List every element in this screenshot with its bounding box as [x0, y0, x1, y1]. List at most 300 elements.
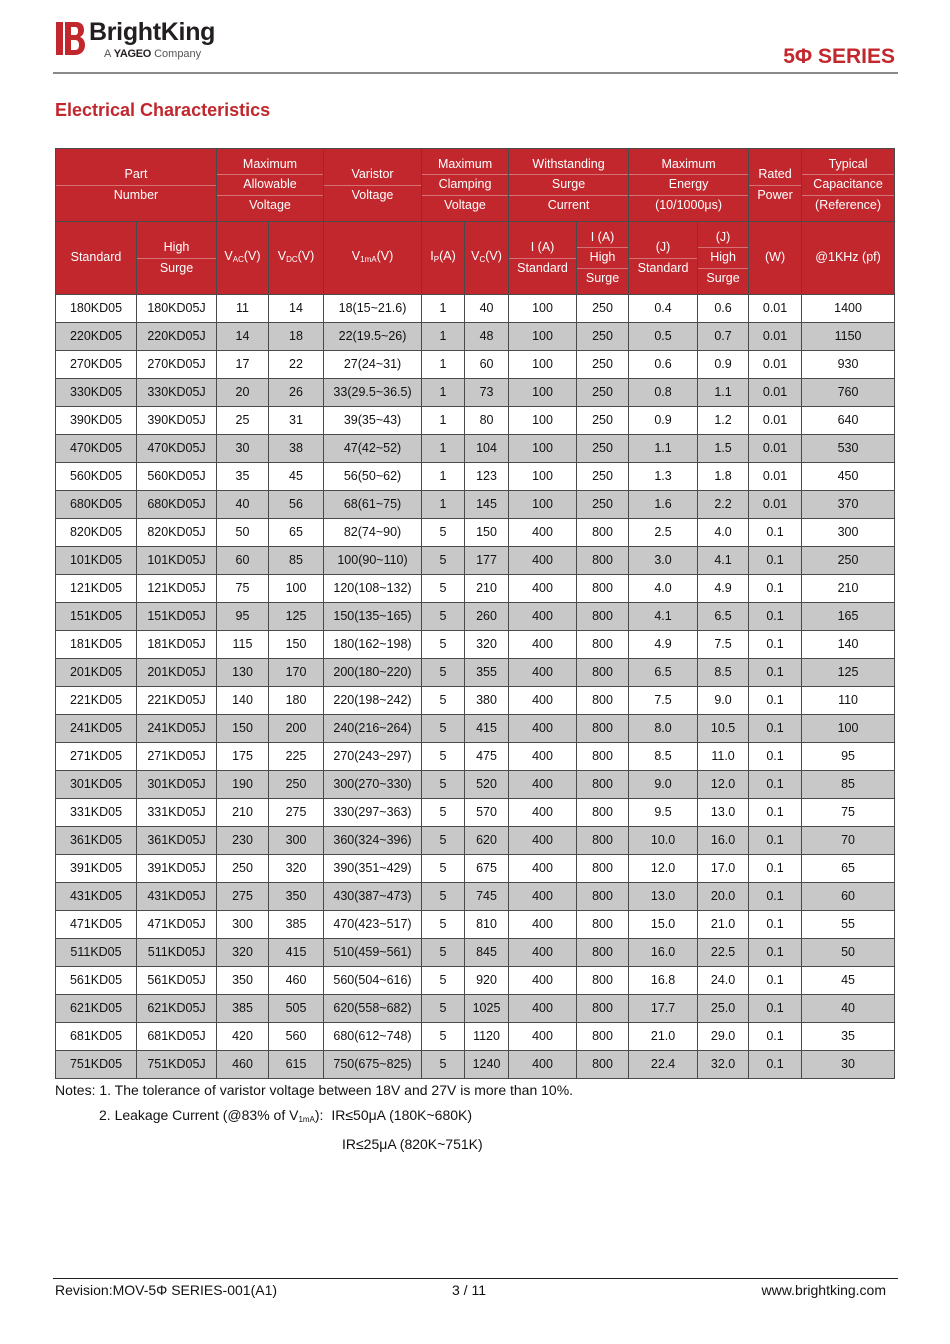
- cell-vdc: 14: [269, 295, 324, 323]
- cell-surge-current-high-surge: 800: [577, 631, 629, 659]
- cell-v1ma: 680(612~748): [324, 1023, 422, 1051]
- cell-vac: 95: [217, 603, 269, 631]
- header-text: Maximum: [661, 156, 716, 171]
- cell-capacitance: 300: [802, 519, 895, 547]
- brand-name: BrightKing: [89, 18, 216, 46]
- table-row: [56, 323, 895, 351]
- cell-vdc: 415: [269, 939, 324, 967]
- cell-energy-high-surge: 4.9: [698, 575, 749, 603]
- cell-rated-power: 0.1: [749, 687, 802, 715]
- cell-vac: 175: [217, 743, 269, 771]
- note-2-text-end: ):: [314, 1107, 324, 1123]
- cell-surge-current-high-surge: 800: [577, 687, 629, 715]
- cell-vac: 25: [217, 407, 269, 435]
- header-max-allowable-voltage: [217, 149, 324, 222]
- cell-vac: 40: [217, 491, 269, 519]
- cell-rated-power: 0.1: [749, 519, 802, 547]
- cell-ip: 1: [422, 491, 465, 519]
- cell-part-standard: 511KD05: [56, 939, 137, 967]
- header-typical-capacitance: [802, 149, 895, 222]
- note-2: [55, 1103, 573, 1132]
- cell-energy-standard: 21.0: [629, 1023, 698, 1051]
- cell-energy-high-surge: 12.0: [698, 771, 749, 799]
- cell-vdc: 22: [269, 351, 324, 379]
- cell-energy-high-surge: 9.0: [698, 687, 749, 715]
- header-divider: [53, 72, 898, 74]
- cell-part-standard: 181KD05: [56, 631, 137, 659]
- cell-surge-current-standard: 100: [509, 379, 577, 407]
- cell-energy-high-surge: 1.8: [698, 463, 749, 491]
- cell-capacitance: 110: [802, 687, 895, 715]
- cell-ip: 5: [422, 855, 465, 883]
- header-text: (J): [715, 229, 731, 244]
- cell-surge-current-high-surge: 800: [577, 1023, 629, 1051]
- cell-vdc: 275: [269, 799, 324, 827]
- cell-part-high-surge: 151KD05J: [137, 603, 217, 631]
- cell-v1ma: 100(90~110): [324, 547, 422, 575]
- cell-part-standard: 221KD05: [56, 687, 137, 715]
- header-text: I (A): [590, 229, 615, 244]
- cell-ip: 5: [422, 715, 465, 743]
- cell-energy-standard: 0.8: [629, 379, 698, 407]
- cell-capacitance: 370: [802, 491, 895, 519]
- cell-ip: 5: [422, 883, 465, 911]
- cell-vdc: 200: [269, 715, 324, 743]
- cell-vc: 177: [465, 547, 509, 575]
- cell-surge-current-standard: 400: [509, 519, 577, 547]
- cell-vdc: 350: [269, 883, 324, 911]
- cell-vc: 745: [465, 883, 509, 911]
- cell-energy-standard: 16.8: [629, 967, 698, 995]
- cell-part-high-surge: 431KD05J: [137, 883, 217, 911]
- cell-surge-current-high-surge: 800: [577, 827, 629, 855]
- cell-vc: 1025: [465, 995, 509, 1023]
- cell-vc: 920: [465, 967, 509, 995]
- header-text: (V): [376, 248, 394, 263]
- cell-energy-standard: 12.0: [629, 855, 698, 883]
- cell-v1ma: 620(558~682): [324, 995, 422, 1023]
- cell-ip: 5: [422, 659, 465, 687]
- cell-vc: 104: [465, 435, 509, 463]
- header-text: Maximum: [437, 156, 493, 171]
- cell-ip: 5: [422, 911, 465, 939]
- cell-vdc: 250: [269, 771, 324, 799]
- cell-energy-high-surge: 1.5: [698, 435, 749, 463]
- cell-surge-current-standard: 400: [509, 967, 577, 995]
- cell-vac: 130: [217, 659, 269, 687]
- cell-surge-current-high-surge: 800: [577, 519, 629, 547]
- cell-energy-high-surge: 13.0: [698, 799, 749, 827]
- cell-rated-power: 0.1: [749, 911, 802, 939]
- header-text: Surge: [137, 258, 216, 279]
- cell-energy-standard: 6.5: [629, 659, 698, 687]
- series-title: 5Φ SERIES: [783, 45, 895, 68]
- cell-part-standard: 361KD05: [56, 827, 137, 855]
- cell-capacitance: 95: [802, 743, 895, 771]
- cell-vc: 845: [465, 939, 509, 967]
- cell-vc: 520: [465, 771, 509, 799]
- cell-vdc: 505: [269, 995, 324, 1023]
- cell-v1ma: 270(243~297): [324, 743, 422, 771]
- footer-divider: [53, 1278, 898, 1279]
- header-text: Clamping: [422, 174, 508, 195]
- cell-energy-high-surge: 1.1: [698, 379, 749, 407]
- cell-rated-power: 0.1: [749, 1023, 802, 1051]
- cell-vac: 75: [217, 575, 269, 603]
- cell-capacitance: 50: [802, 939, 895, 967]
- subheader-vdc: [269, 222, 324, 295]
- cell-ip: 5: [422, 827, 465, 855]
- cell-vac: 50: [217, 519, 269, 547]
- cell-part-high-surge: 270KD05J: [137, 351, 217, 379]
- page-number: 3 / 11: [452, 1282, 486, 1298]
- cell-v1ma: 220(198~242): [324, 687, 422, 715]
- table-row: [56, 491, 895, 519]
- cell-vac: 17: [217, 351, 269, 379]
- header-text: Maximum: [242, 156, 298, 171]
- header-text: Standard: [509, 258, 576, 279]
- cell-energy-standard: 4.0: [629, 575, 698, 603]
- cell-part-high-surge: 471KD05J: [137, 911, 217, 939]
- cell-vc: 150: [465, 519, 509, 547]
- cell-part-standard: 180KD05: [56, 295, 137, 323]
- table-row: [56, 407, 895, 435]
- cell-v1ma: 39(35~43): [324, 407, 422, 435]
- cell-surge-current-standard: 400: [509, 687, 577, 715]
- table-row: [56, 659, 895, 687]
- cell-vac: 230: [217, 827, 269, 855]
- cell-v1ma: 56(50~62): [324, 463, 422, 491]
- cell-surge-current-standard: 100: [509, 435, 577, 463]
- cell-surge-current-high-surge: 800: [577, 715, 629, 743]
- cell-ip: 1: [422, 295, 465, 323]
- cell-ip: 1: [422, 351, 465, 379]
- cell-surge-current-standard: 400: [509, 715, 577, 743]
- header-subscript: P: [433, 254, 440, 264]
- cell-ip: 5: [422, 743, 465, 771]
- note-1: Notes: 1. The tolerance of varistor voltage between 18V and 27V is more than 10%.: [55, 1082, 574, 1098]
- cell-energy-high-surge: 29.0: [698, 1023, 749, 1051]
- cell-vdc: 31: [269, 407, 324, 435]
- cell-vc: 145: [465, 491, 509, 519]
- cell-ip: 5: [422, 575, 465, 603]
- header-subscript: 1mA: [360, 254, 377, 264]
- cell-vc: 40: [465, 295, 509, 323]
- brand-tagline-company: YAGEO: [113, 48, 152, 60]
- header-varistor-voltage: [324, 149, 422, 222]
- cell-capacitance: 65: [802, 855, 895, 883]
- cell-part-standard: 151KD05: [56, 603, 137, 631]
- cell-part-standard: 680KD05: [56, 491, 137, 519]
- cell-surge-current-standard: 100: [509, 351, 577, 379]
- cell-ip: 5: [422, 603, 465, 631]
- cell-rated-power: 0.01: [749, 295, 802, 323]
- cell-capacitance: 70: [802, 827, 895, 855]
- table-row: [56, 379, 895, 407]
- cell-part-high-surge: 560KD05J: [137, 463, 217, 491]
- cell-capacitance: 210: [802, 575, 895, 603]
- cell-rated-power: 0.01: [749, 463, 802, 491]
- cell-surge-current-high-surge: 800: [577, 911, 629, 939]
- table-row: [56, 547, 895, 575]
- cell-ip: 1: [422, 435, 465, 463]
- cell-v1ma: 360(324~396): [324, 827, 422, 855]
- cell-part-standard: 241KD05: [56, 715, 137, 743]
- cell-vac: 250: [217, 855, 269, 883]
- cell-capacitance: 930: [802, 351, 895, 379]
- cell-vc: 415: [465, 715, 509, 743]
- cell-part-high-surge: 221KD05J: [137, 687, 217, 715]
- cell-energy-high-surge: 0.9: [698, 351, 749, 379]
- header-subscript: DC: [286, 254, 298, 264]
- cell-part-standard: 330KD05: [56, 379, 137, 407]
- cell-capacitance: 1150: [802, 323, 895, 351]
- cell-energy-standard: 9.0: [629, 771, 698, 799]
- header-text: Capacitance: [802, 174, 894, 195]
- cell-rated-power: 0.1: [749, 855, 802, 883]
- cell-vac: 190: [217, 771, 269, 799]
- cell-capacitance: 35: [802, 1023, 895, 1051]
- subheader-power-unit: (W): [749, 222, 802, 295]
- cell-part-high-surge: 390KD05J: [137, 407, 217, 435]
- cell-energy-high-surge: 25.0: [698, 995, 749, 1023]
- cell-capacitance: 75: [802, 799, 895, 827]
- header-rated-power: [749, 149, 802, 222]
- cell-vc: 675: [465, 855, 509, 883]
- cell-part-high-surge: 331KD05J: [137, 799, 217, 827]
- cell-surge-current-standard: 400: [509, 1023, 577, 1051]
- cell-vdc: 225: [269, 743, 324, 771]
- cell-vc: 123: [465, 463, 509, 491]
- cell-ip: 1: [422, 323, 465, 351]
- cell-surge-current-standard: 400: [509, 575, 577, 603]
- cell-energy-high-surge: 1.2: [698, 407, 749, 435]
- header-text: Rated: [758, 167, 792, 181]
- cell-energy-standard: 15.0: [629, 911, 698, 939]
- header-text: Voltage: [422, 195, 508, 216]
- cell-surge-current-standard: 400: [509, 883, 577, 911]
- cell-ip: 5: [422, 1023, 465, 1051]
- subheader-ip: [422, 222, 465, 295]
- cell-vc: 73: [465, 379, 509, 407]
- cell-capacitance: 530: [802, 435, 895, 463]
- header-text: Power: [749, 185, 801, 206]
- website-link[interactable]: www.brightking.com: [761, 1282, 886, 1298]
- header-text: (V): [243, 248, 261, 263]
- table-row: [56, 855, 895, 883]
- cell-part-standard: 390KD05: [56, 407, 137, 435]
- note-2-leakage-1: IR≤50μA (180K~680K): [331, 1107, 473, 1123]
- cell-ip: 1: [422, 379, 465, 407]
- cell-vdc: 615: [269, 1051, 324, 1079]
- section-title: Electrical Characteristics: [55, 100, 271, 120]
- cell-vc: 260: [465, 603, 509, 631]
- cell-part-standard: 561KD05: [56, 967, 137, 995]
- note-2-subscript: 1mA: [298, 1115, 315, 1124]
- cell-vac: 460: [217, 1051, 269, 1079]
- header-text: Allowable: [217, 174, 323, 195]
- cell-part-standard: 820KD05: [56, 519, 137, 547]
- cell-surge-current-high-surge: 800: [577, 939, 629, 967]
- header-text: (Reference): [802, 195, 894, 216]
- cell-ip: 5: [422, 799, 465, 827]
- brand-tagline-prefix: A: [104, 48, 111, 60]
- cell-vdc: 320: [269, 855, 324, 883]
- cell-energy-standard: 1.3: [629, 463, 698, 491]
- subheader-vac: [217, 222, 269, 295]
- cell-part-high-surge: 470KD05J: [137, 435, 217, 463]
- cell-capacitance: 125: [802, 659, 895, 687]
- cell-ip: 5: [422, 1051, 465, 1079]
- cell-vac: 320: [217, 939, 269, 967]
- cell-part-high-surge: 751KD05J: [137, 1051, 217, 1079]
- cell-rated-power: 0.1: [749, 603, 802, 631]
- cell-energy-high-surge: 21.0: [698, 911, 749, 939]
- cell-capacitance: 85: [802, 771, 895, 799]
- cell-part-high-surge: 201KD05J: [137, 659, 217, 687]
- cell-energy-high-surge: 4.0: [698, 519, 749, 547]
- header-text: High: [577, 247, 628, 268]
- cell-part-standard: 301KD05: [56, 771, 137, 799]
- cell-vac: 115: [217, 631, 269, 659]
- table-header-sub-row: [56, 222, 895, 295]
- cell-part-high-surge: 681KD05J: [137, 1023, 217, 1051]
- cell-part-high-surge: 101KD05J: [137, 547, 217, 575]
- cell-surge-current-high-surge: 800: [577, 967, 629, 995]
- cell-vac: 60: [217, 547, 269, 575]
- cell-v1ma: 82(74~90): [324, 519, 422, 547]
- cell-part-high-surge: 220KD05J: [137, 323, 217, 351]
- cell-energy-high-surge: 24.0: [698, 967, 749, 995]
- note-2-text: 2. Leakage Current (@83% of V: [99, 1107, 299, 1123]
- header-text: Standard: [629, 258, 697, 279]
- cell-rated-power: 0.1: [749, 715, 802, 743]
- cell-vc: 475: [465, 743, 509, 771]
- cell-vc: 810: [465, 911, 509, 939]
- cell-ip: 5: [422, 687, 465, 715]
- cell-vac: 11: [217, 295, 269, 323]
- cell-v1ma: 300(270~330): [324, 771, 422, 799]
- cell-surge-current-standard: 400: [509, 911, 577, 939]
- cell-energy-high-surge: 32.0: [698, 1051, 749, 1079]
- cell-energy-standard: 10.0: [629, 827, 698, 855]
- cell-v1ma: 180(162~198): [324, 631, 422, 659]
- table-row: [56, 967, 895, 995]
- cell-capacitance: 760: [802, 379, 895, 407]
- cell-v1ma: 200(180~220): [324, 659, 422, 687]
- cell-ip: 5: [422, 519, 465, 547]
- header-text: Voltage: [324, 185, 421, 206]
- cell-surge-current-high-surge: 800: [577, 883, 629, 911]
- table-row: [56, 939, 895, 967]
- header-text: (J): [655, 240, 671, 254]
- cell-v1ma: 240(216~264): [324, 715, 422, 743]
- header-text: Number: [56, 185, 216, 206]
- cell-energy-standard: 0.6: [629, 351, 698, 379]
- cell-surge-current-standard: 400: [509, 771, 577, 799]
- cell-part-standard: 121KD05: [56, 575, 137, 603]
- cell-surge-current-standard: 400: [509, 1051, 577, 1079]
- cell-rated-power: 0.01: [749, 435, 802, 463]
- cell-part-standard: 101KD05: [56, 547, 137, 575]
- cell-energy-standard: 13.0: [629, 883, 698, 911]
- cell-part-standard: 270KD05: [56, 351, 137, 379]
- cell-energy-standard: 22.4: [629, 1051, 698, 1079]
- cell-rated-power: 0.01: [749, 351, 802, 379]
- cell-v1ma: 150(135~165): [324, 603, 422, 631]
- cell-rated-power: 0.01: [749, 407, 802, 435]
- header-max-clamping-voltage: [422, 149, 509, 222]
- header-text: (10/1000μs): [629, 195, 748, 216]
- cell-capacitance: 250: [802, 547, 895, 575]
- cell-surge-current-standard: 400: [509, 743, 577, 771]
- header-text: Surge: [577, 268, 628, 289]
- brightking-logo-icon: [56, 22, 85, 55]
- cell-vdc: 170: [269, 659, 324, 687]
- subheader-current-standard: [509, 222, 577, 295]
- header-text: V: [277, 248, 287, 263]
- cell-energy-high-surge: 16.0: [698, 827, 749, 855]
- cell-rated-power: 0.1: [749, 659, 802, 687]
- table-row: [56, 883, 895, 911]
- header-text: V: [351, 248, 361, 263]
- brightking-logo: [56, 20, 256, 62]
- cell-vdc: 18: [269, 323, 324, 351]
- cell-energy-high-surge: 7.5: [698, 631, 749, 659]
- cell-part-high-surge: 511KD05J: [137, 939, 217, 967]
- header-text: V: [471, 248, 480, 263]
- cell-surge-current-standard: 400: [509, 799, 577, 827]
- cell-part-standard: 621KD05: [56, 995, 137, 1023]
- cell-part-high-surge: 680KD05J: [137, 491, 217, 519]
- cell-v1ma: 430(387~473): [324, 883, 422, 911]
- cell-rated-power: 0.1: [749, 995, 802, 1023]
- cell-part-standard: 470KD05: [56, 435, 137, 463]
- header-text: Typical: [828, 156, 868, 171]
- header-text: High: [163, 240, 190, 254]
- cell-vdc: 460: [269, 967, 324, 995]
- cell-v1ma: 330(297~363): [324, 799, 422, 827]
- header-subscript: AC: [232, 254, 244, 264]
- cell-vc: 1240: [465, 1051, 509, 1079]
- table-row: [56, 911, 895, 939]
- cell-v1ma: 27(24~31): [324, 351, 422, 379]
- cell-vc: 1120: [465, 1023, 509, 1051]
- cell-surge-current-high-surge: 800: [577, 603, 629, 631]
- brand-tagline-suffix: Company: [154, 48, 202, 60]
- cell-vc: 48: [465, 323, 509, 351]
- cell-surge-current-high-surge: 250: [577, 323, 629, 351]
- cell-part-standard: 471KD05: [56, 911, 137, 939]
- cell-surge-current-high-surge: 250: [577, 491, 629, 519]
- cell-vac: 350: [217, 967, 269, 995]
- cell-capacitance: 165: [802, 603, 895, 631]
- subheader-v1ma: [324, 222, 422, 295]
- cell-capacitance: 640: [802, 407, 895, 435]
- cell-capacitance: 450: [802, 463, 895, 491]
- cell-vdc: 125: [269, 603, 324, 631]
- cell-surge-current-standard: 400: [509, 855, 577, 883]
- cell-energy-high-surge: 4.1: [698, 547, 749, 575]
- cell-energy-standard: 0.5: [629, 323, 698, 351]
- header-text: Part: [124, 167, 148, 181]
- header-text: I: [430, 248, 434, 263]
- cell-part-standard: 201KD05: [56, 659, 137, 687]
- header-part-number: [56, 149, 217, 222]
- cell-vac: 210: [217, 799, 269, 827]
- cell-energy-high-surge: 0.6: [698, 295, 749, 323]
- cell-part-standard: 560KD05: [56, 463, 137, 491]
